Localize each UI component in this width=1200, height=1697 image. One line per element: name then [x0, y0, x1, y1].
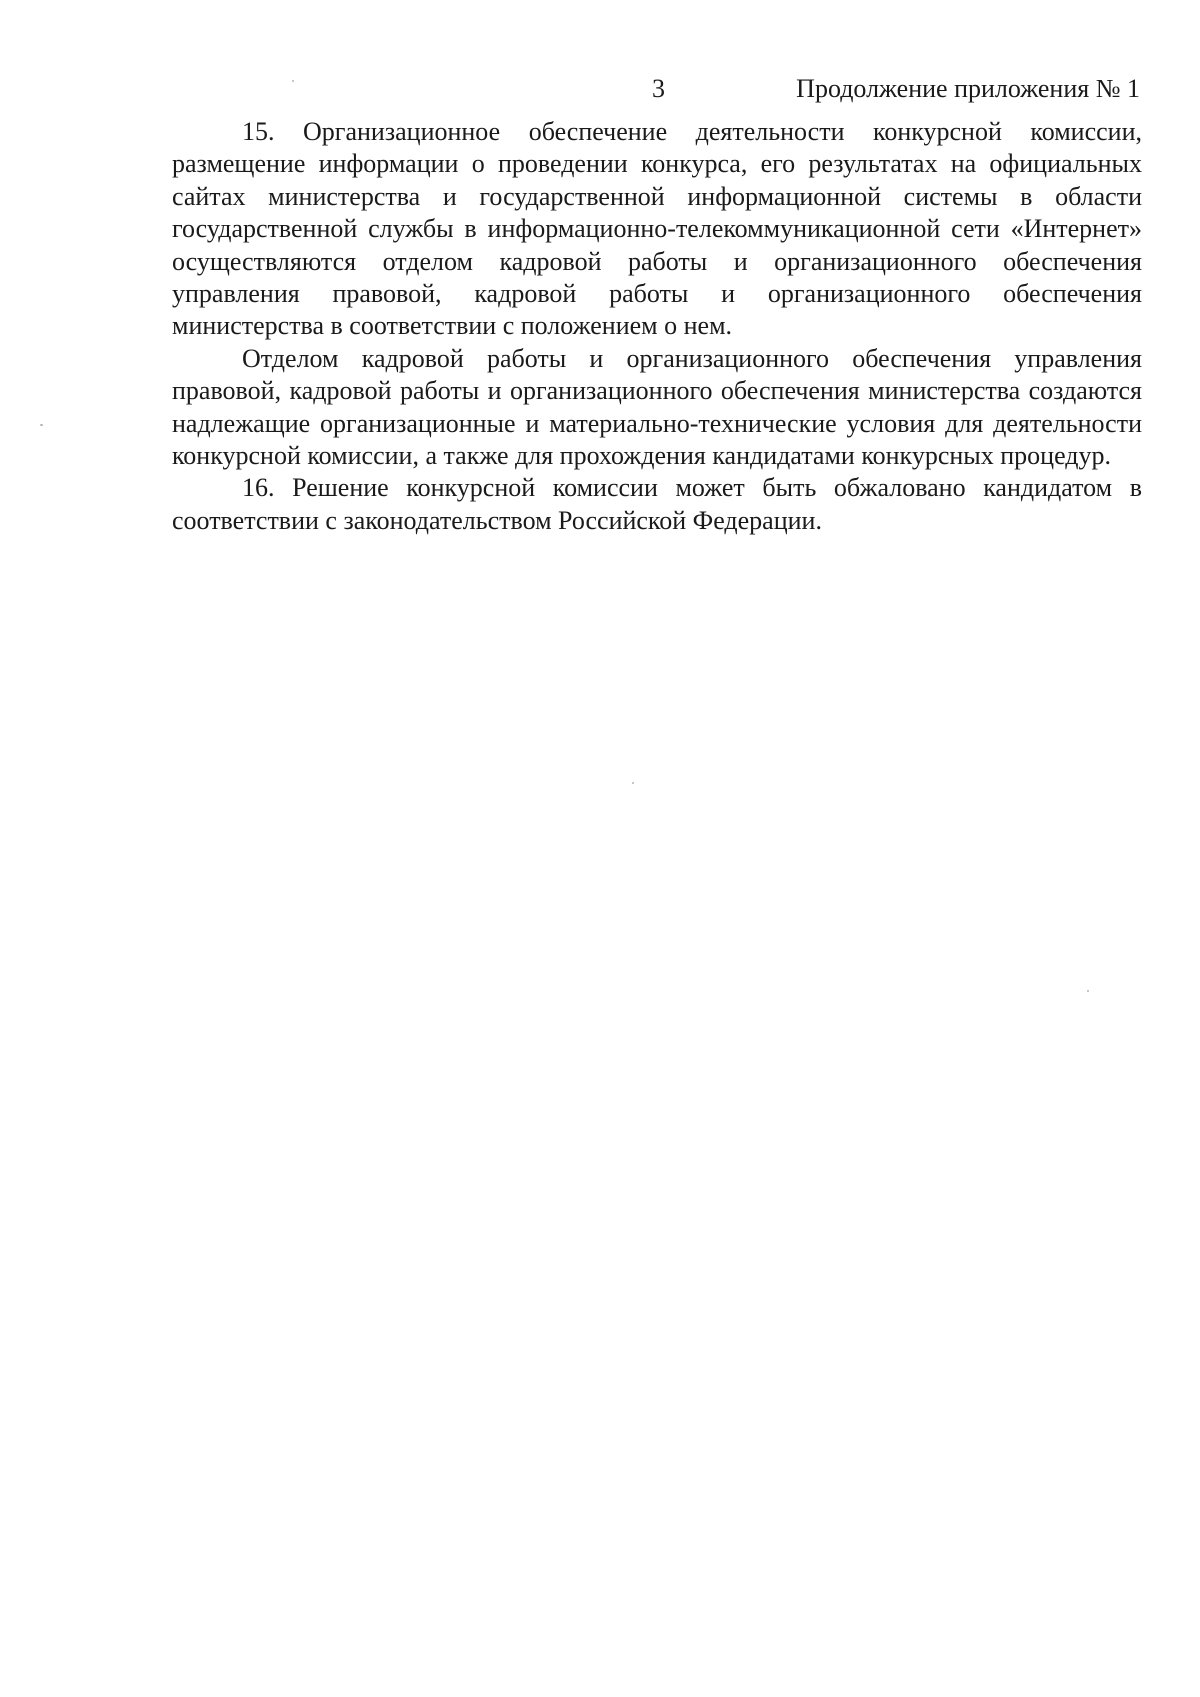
- scan-speck: [632, 782, 634, 784]
- appendix-continuation-note: Продолжение приложения № 1: [796, 74, 1140, 103]
- paragraph-15: 15. Организационное обеспечение деятельности конкурсной комиссии, размещение информации о проведении конкурса, его результатах на официальных сайтах министерства и государственной информационной системы в области государственной службы в информационно-телекоммуникационной сети «Интернет» осуществляются отделом кадровой работы и организационного обеспечения управления правовой, кадровой работы и организационного обеспечения министерства в соответствии с положением о нем.: [172, 117, 1142, 341]
- scan-speck: [292, 80, 294, 82]
- paragraph-commission-support: Отделом кадровой работы и организационного обеспечения управления правовой, кадровой работы и организационного обеспечения министерства создаются надлежащие организационные и материально-технические условия для деятельности конкурсной комиссии, а также для прохождения кандидатами конкурсных процедур.: [172, 343, 1142, 471]
- scan-speck: [1087, 990, 1089, 992]
- paragraph-16: 16. Решение конкурсной комиссии может быть обжаловано кандидатом в соответствии с законодательством Российской Федерации.: [172, 473, 1142, 535]
- document-body: [172, 116, 1142, 537]
- page-number: 3: [652, 74, 665, 103]
- scan-speck: [40, 424, 43, 426]
